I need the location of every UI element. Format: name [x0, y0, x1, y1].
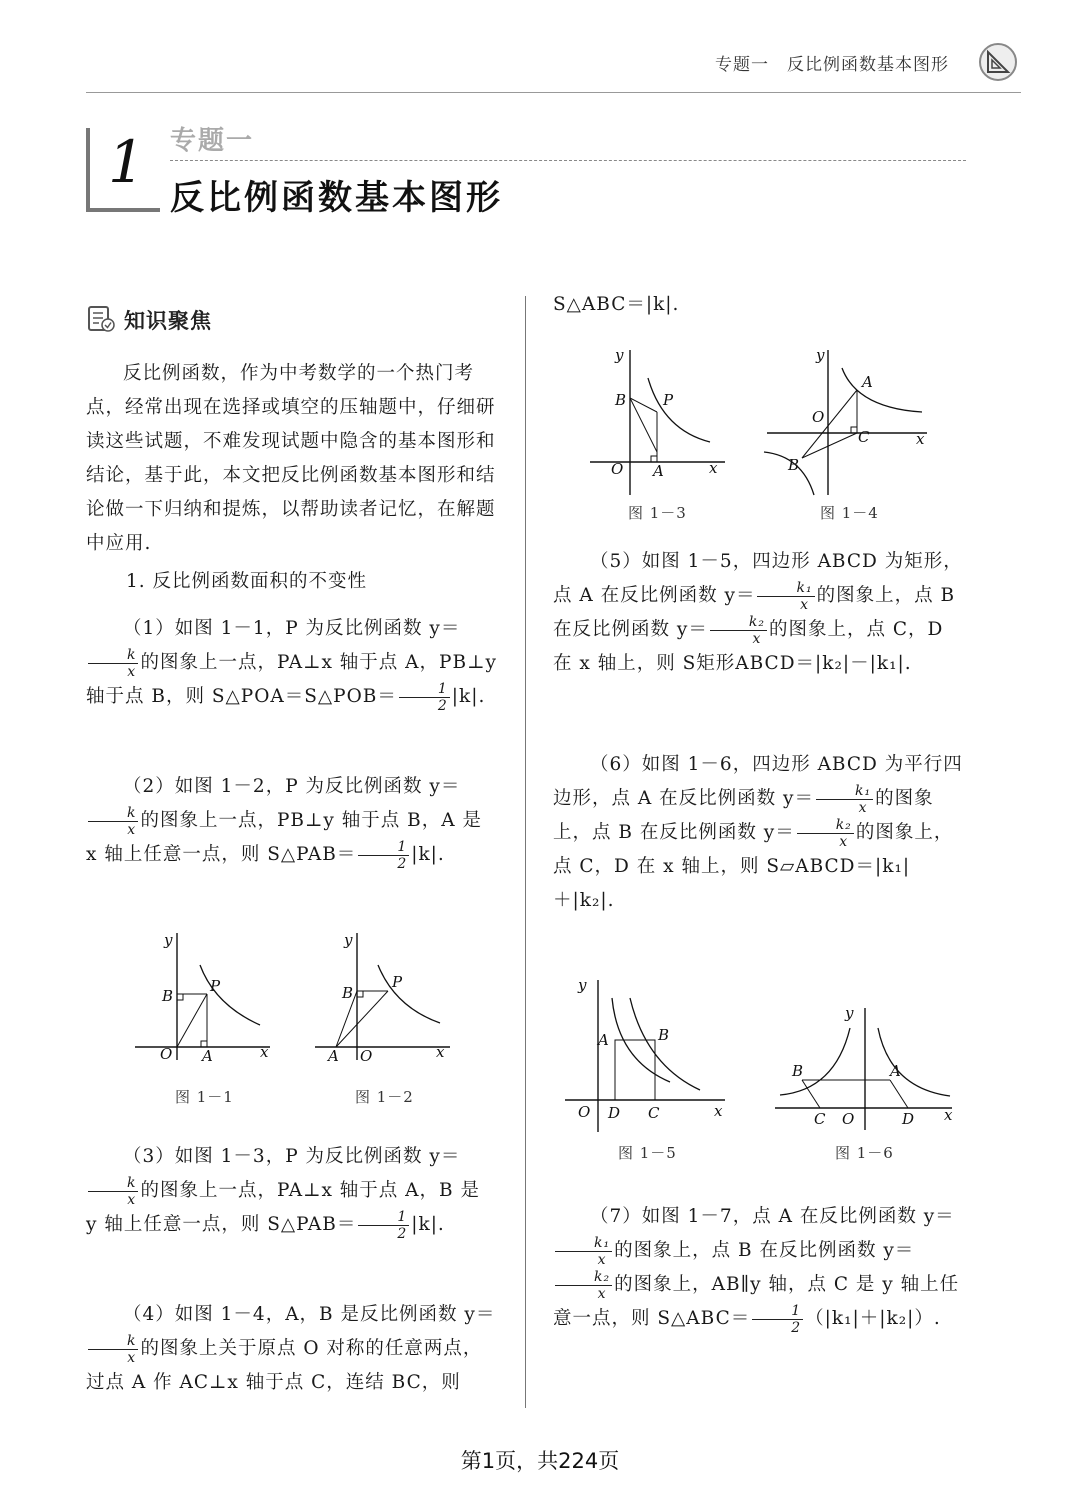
caption-1-4: 图 1－4: [820, 504, 879, 522]
figure-1-2: [310, 925, 460, 1065]
item-1-text-c: |k|.: [451, 686, 486, 707]
page-counter: 第1页，共224页: [460, 1449, 620, 1473]
intro-text: 反比例函数，作为中考数学的一个热门考点，经常出现在选择或填空的压轴题中，仔细研读这些试题，不难发现试题中隐含的基本图形和结论，基于此，本文把反比例函数基本图形和结论做一下归纳和提炼，以帮助读者记忆，在解题中应用.: [86, 363, 496, 554]
item-5-text-a: （5）如图 1－5，四边形 ABCD 为矩形，点 A 在反比例函数 y＝: [553, 551, 963, 606]
svg-text:P: P: [392, 973, 403, 991]
column-divider: [525, 296, 526, 1408]
chapter-topic: 专题一: [170, 126, 255, 156]
svg-text:C: C: [814, 1110, 826, 1128]
item-6-text-b: 的图象上，点 B 在反比例函数 y＝: [553, 788, 934, 843]
item-7-text-b: 的图象上，点 B 在反比例函数 y＝: [614, 1240, 915, 1261]
svg-text:B: B: [162, 987, 174, 1005]
svg-text:O: O: [578, 1103, 591, 1121]
svg-text:O: O: [611, 460, 624, 478]
svg-text:P: P: [663, 391, 674, 409]
svg-text:x: x: [436, 1043, 445, 1061]
header-rule: [86, 92, 1021, 93]
intro-paragraph: [86, 357, 498, 561]
figure-1-4: [762, 340, 937, 500]
item-6-text-a: （6）如图 1－6，四边形 ABCD 为平行四边形，点 A 在反比例函数 y＝: [553, 754, 963, 809]
svg-text:x: x: [260, 1043, 269, 1061]
figure-1-5: [560, 970, 735, 1135]
item-5-text-b: 的图象上，点 B 在反比例函数 y＝: [553, 585, 956, 640]
svg-text:C: C: [648, 1104, 660, 1122]
fraction-half: $\frac{1}{2}$: [399, 681, 450, 714]
svg-text:C: C: [858, 428, 870, 446]
caption-1-5: 图 1－5: [618, 1144, 677, 1162]
item-6-text-c: 的图象上，点 C，D 在 x 轴上，则 S▱ABCD＝|k₁|＋|k₂|.: [553, 822, 954, 911]
figure-1-3: [585, 340, 735, 500]
running-header: 专题一 反比例函数基本图形: [715, 55, 949, 75]
item-7: [553, 1200, 965, 1336]
item-2: [86, 770, 498, 872]
svg-text:y: y: [164, 931, 173, 949]
item-1-text-b: 的图象上一点，PA⊥x 轴于点 A，PB⊥y 轴于点 B，则 S△POA＝S△POB＝: [86, 652, 497, 707]
section-title: 知识聚焦: [124, 309, 212, 333]
subsection-title: 1. 反比例函数面积的不变性: [126, 571, 368, 592]
item-1: [86, 612, 498, 714]
figure-1-6: [770, 1000, 960, 1135]
svg-text:x: x: [709, 459, 718, 477]
svg-text:O: O: [360, 1047, 373, 1065]
item-7-text-a: （7）如图 1－7，点 A 在反比例函数 y＝: [590, 1206, 955, 1227]
fraction-k-over-x: $\frac{k}{x}$: [88, 647, 138, 680]
item-3-text-b: 的图象上一点，PA⊥x 轴于点 A，B 是 y 轴上任意一点，则 S△PAB＝: [86, 1180, 481, 1235]
svg-text:B: B: [788, 456, 800, 474]
fraction-k1-over-x: $\frac{\text{k₁}}{x}$: [757, 580, 814, 613]
svg-text:B: B: [615, 391, 627, 409]
item-2-text-a: （2）如图 1－2，P 为反比例函数 y＝: [123, 776, 461, 797]
caption-1-2: 图 1－2: [355, 1088, 414, 1106]
fraction-half: $\frac{1}{2}$: [358, 1209, 409, 1242]
svg-text:y: y: [816, 346, 825, 364]
item-4-continued: S△ABC＝|k|.: [553, 294, 680, 315]
item-5-text-c: 的图象上，点 C，D 在 x 轴上，则 S矩形ABCD＝|k₂|－|k₁|.: [553, 619, 944, 674]
svg-text:y: y: [615, 346, 624, 364]
svg-text:D: D: [902, 1110, 915, 1128]
item-3: [86, 1140, 498, 1242]
chapter-rule: [170, 160, 966, 161]
svg-text:O: O: [160, 1045, 173, 1063]
caption-1-1: 图 1－1: [175, 1088, 234, 1106]
fraction-k2-over-x: $\frac{\text{k₂}}{x}$: [555, 1269, 612, 1302]
item-4: [86, 1298, 498, 1400]
svg-text:B: B: [658, 1026, 670, 1044]
ruler-logo-icon: [978, 42, 1018, 82]
svg-text:A: A: [890, 1062, 901, 1080]
fraction-half: $\frac{1}{2}$: [752, 1303, 803, 1336]
caption-1-6: 图 1－6: [835, 1144, 894, 1162]
svg-text:x: x: [714, 1102, 723, 1120]
item-5: [553, 545, 965, 681]
fraction-k-over-x: $\frac{k}{x}$: [88, 805, 138, 838]
item-3-text-c: |k|.: [411, 1214, 445, 1235]
figure-1-1: [130, 925, 280, 1065]
item-2-text-c: |k|.: [411, 844, 445, 865]
svg-text:O: O: [842, 1110, 855, 1128]
item-4-text-b: 的图象上关于原点 O 对称的任意两点，过点 A 作 AC⊥x 轴于点 C，连结 BC，则: [86, 1338, 483, 1393]
svg-text:y: y: [578, 976, 587, 994]
fraction-k1-over-x: $\frac{\text{k₁}}{x}$: [816, 783, 873, 816]
item-2-text-b: 的图象上一点，PB⊥y 轴于点 B，A 是 x 轴上任意一点，则 S△PAB＝: [86, 810, 482, 865]
fraction-half: $\frac{1}{2}$: [358, 839, 409, 872]
svg-text:D: D: [608, 1104, 621, 1122]
chapter-title: 反比例函数基本图形: [170, 178, 503, 218]
item-7-text-c: 的图象上，AB∥y 轴，点 C 是 y 轴上任意一点，则 S△ABC＝: [553, 1274, 960, 1329]
fraction-k2-over-x: $\frac{\text{k₂}}{x}$: [710, 614, 767, 647]
item-6: [553, 748, 965, 918]
svg-text:x: x: [916, 430, 925, 448]
caption-1-3: 图 1－3: [628, 504, 687, 522]
item-4-text-a: （4）如图 1－4，A，B 是反比例函数 y＝: [123, 1304, 496, 1325]
svg-text:A: A: [598, 1031, 609, 1049]
item-1-text-a: （1）如图 1－1，P 为反比例函数 y＝: [123, 618, 461, 639]
item-3-text-a: （3）如图 1－3，P 为反比例函数 y＝: [123, 1146, 461, 1167]
svg-text:P: P: [210, 977, 221, 995]
svg-text:B: B: [792, 1062, 804, 1080]
fraction-k2-over-x: $\frac{\text{k₂}}{x}$: [797, 817, 854, 850]
svg-text:y: y: [845, 1004, 854, 1022]
chapter-number: 1: [108, 128, 145, 196]
fraction-k-over-x: $\frac{k}{x}$: [88, 1333, 138, 1366]
svg-text:A: A: [862, 373, 873, 391]
item-7-text-d: （|k₁|＋|k₂|）.: [805, 1308, 941, 1329]
svg-text:x: x: [944, 1106, 953, 1124]
svg-text:y: y: [344, 931, 353, 949]
svg-text:A: A: [202, 1047, 213, 1065]
svg-text:O: O: [812, 408, 825, 426]
fraction-k1-over-x: $\frac{\text{k₁}}{x}$: [555, 1235, 612, 1268]
fraction-k-over-x: $\frac{k}{x}$: [88, 1175, 138, 1208]
svg-text:A: A: [653, 462, 664, 480]
svg-text:A: A: [328, 1047, 339, 1065]
svg-text:B: B: [342, 984, 354, 1002]
notebook-icon: [86, 304, 116, 334]
